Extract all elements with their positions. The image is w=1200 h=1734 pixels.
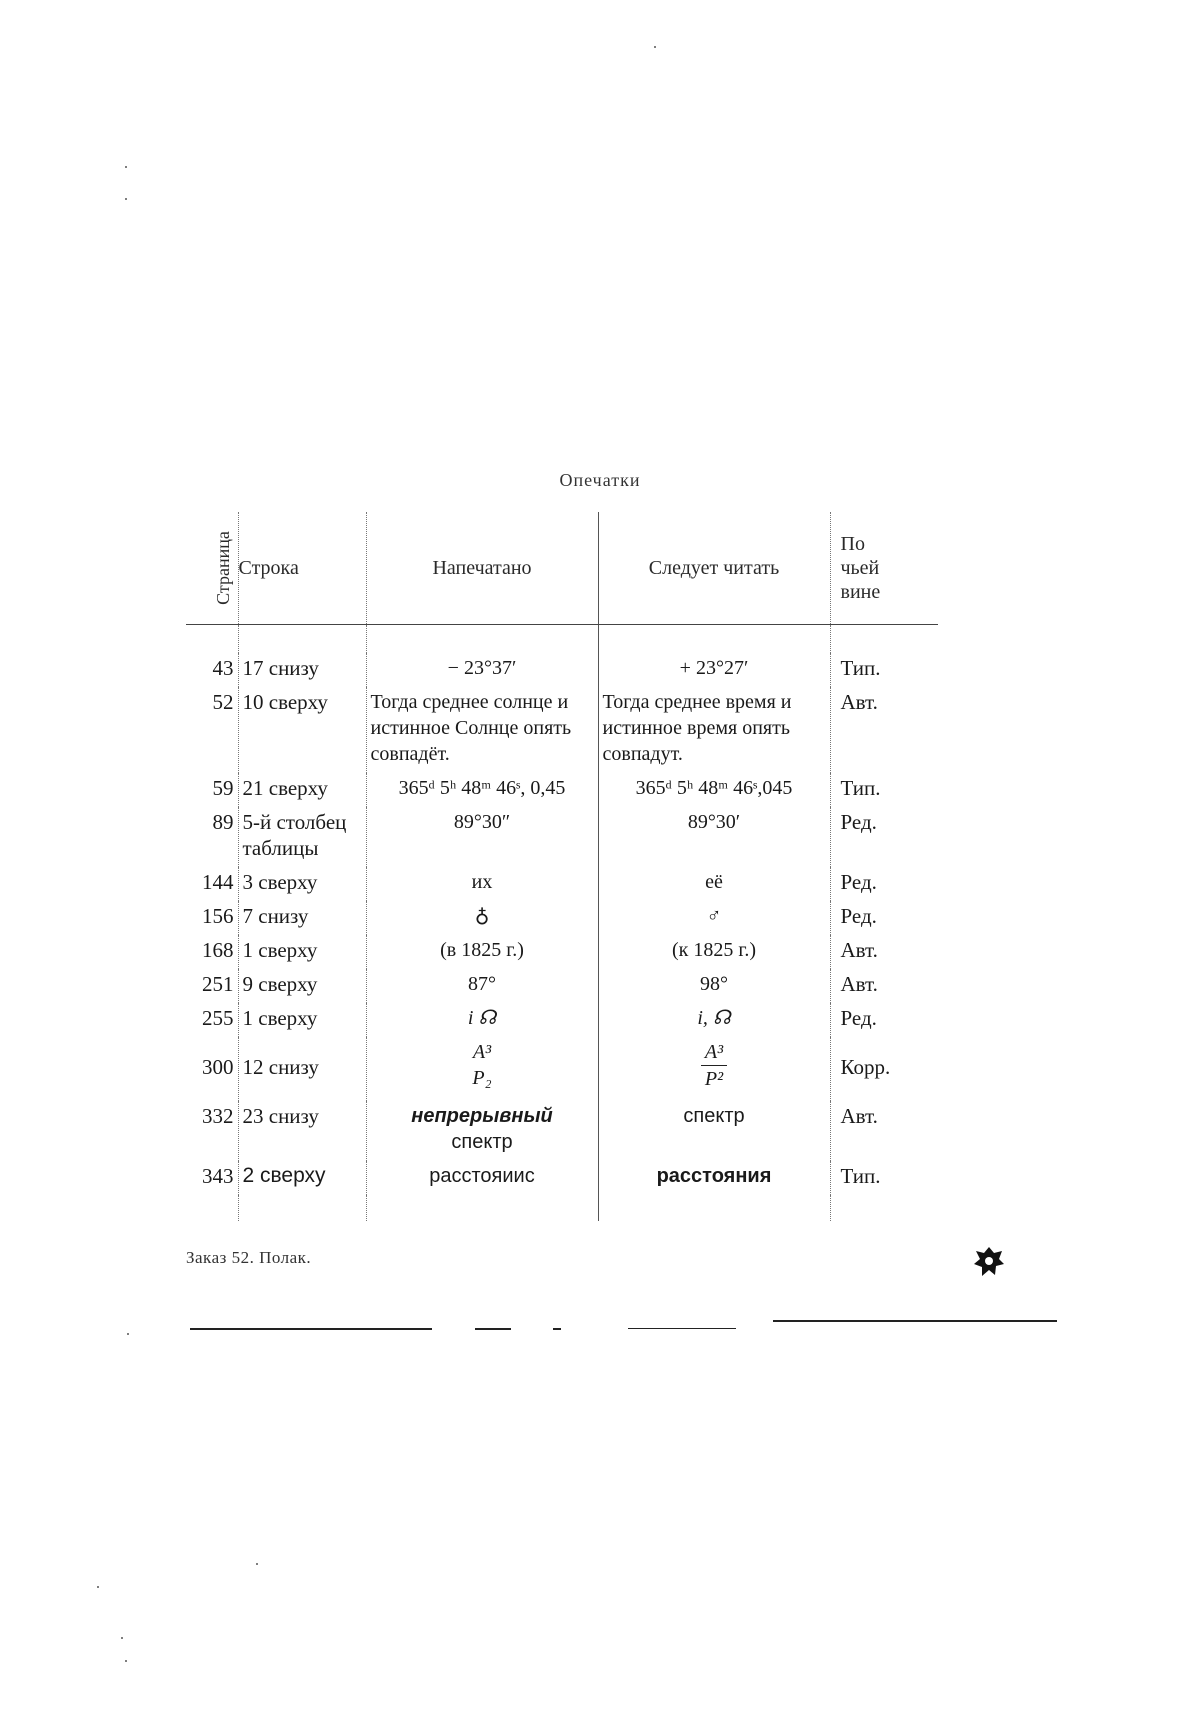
table-tail [186, 1195, 938, 1221]
cell-printed: − 23°37′ [366, 653, 598, 687]
cell-printed: 365ᵈ 5ʰ 48ᵐ 46ˢ, 0,45 [366, 773, 598, 807]
table-row [186, 969, 938, 1003]
table-row [186, 1161, 938, 1195]
cell-by-fault: Ред. [840, 870, 877, 894]
scan-speck [121, 1637, 123, 1639]
cell-should-read: 365ᵈ 5ʰ 48ᵐ 46ˢ,045 [598, 773, 830, 807]
cell-should-read: + 23°27′ [598, 653, 830, 687]
scan-speck [256, 1563, 258, 1565]
table-row [186, 935, 938, 969]
cell-line: 7 снизу [238, 901, 366, 935]
fraction-numerator: A³ [704, 1041, 724, 1063]
cell-page: 332 [186, 1101, 238, 1161]
printer-mark-icon [972, 1245, 1006, 1279]
cell-line: 9 сверху [238, 969, 366, 1003]
fraction-should-read [701, 1039, 727, 1092]
cell-should-read: ♂ [598, 901, 830, 935]
cell-line: 12 снизу [238, 1037, 366, 1101]
bottom-rule [475, 1328, 511, 1330]
cell-page: 300 [186, 1037, 238, 1101]
cell-page: 59 [186, 773, 238, 807]
cell-page: 168 [186, 935, 238, 969]
table-row [186, 1037, 938, 1101]
table-header [186, 512, 938, 625]
cell-by-fault: Ред. [840, 904, 877, 928]
cell-line: 23 снизу [238, 1101, 366, 1161]
cell-printed: расстояиис [366, 1161, 598, 1195]
printed-word-italic: непрерывный [411, 1105, 553, 1127]
cell-by-fault: Ред. [840, 1006, 877, 1030]
errata-table [186, 512, 938, 1221]
cell-line: 21 сверху [238, 773, 366, 807]
scan-speck [654, 46, 656, 48]
column-header-by-fault: По чьей вине [830, 512, 938, 625]
cell-should-read: 98° [598, 969, 830, 1003]
cell-line: 10 сверху [238, 687, 366, 773]
fraction-denominator: P² [701, 1065, 727, 1092]
cell-by-fault: Тип. [840, 1164, 881, 1188]
cell-page: 255 [186, 1003, 238, 1037]
cell-page: 89 [186, 807, 238, 867]
bottom-rule [553, 1328, 561, 1330]
order-note: Заказ 52. Полак. [186, 1248, 312, 1267]
cell-line: 2 сверху [238, 1161, 366, 1195]
cell-printed: 87° [366, 969, 598, 1003]
table-row [186, 1003, 938, 1037]
scan-speck [127, 1333, 129, 1335]
printed-word: спектр [451, 1131, 513, 1153]
cell-printed: их [366, 867, 598, 901]
scan-speck [97, 1586, 99, 1588]
column-header-printed: Напечатано [366, 512, 598, 625]
bottom-rule [773, 1320, 1057, 1322]
fraction-numerator: A³ [472, 1041, 492, 1063]
cell-line: 1 сверху [238, 935, 366, 969]
table-row [186, 1101, 938, 1161]
cell-printed [366, 1037, 598, 1101]
cell-by-fault: Ред. [840, 810, 877, 834]
cell-should-read: i, ☊ [598, 1003, 830, 1037]
table-row [186, 653, 938, 687]
bottom-rule [190, 1328, 432, 1330]
cell-should-read: 89°30′ [598, 807, 830, 867]
cell-printed: 89°30″ [366, 807, 598, 867]
cell-by-fault: Авт. [840, 690, 878, 714]
cell-page: 251 [186, 969, 238, 1003]
cell-should-read [598, 1037, 830, 1101]
cell-by-fault: Корр. [840, 1055, 891, 1079]
cell-should-read: расстояния [598, 1161, 830, 1195]
cell-page: 43 [186, 653, 238, 687]
cell-page: 144 [186, 867, 238, 901]
cell-printed: i ☊ [366, 1003, 598, 1037]
scan-speck [125, 1660, 127, 1662]
cell-by-fault: Тип. [840, 656, 881, 680]
cell-printed: ♁ [366, 901, 598, 935]
fraction-denominator: P₂ [472, 1067, 492, 1089]
table-row [186, 773, 938, 807]
cell-line: 5-й столбец таблицы [238, 807, 366, 867]
fraction-printed [468, 1039, 495, 1091]
cell-should-read: (к 1825 г.) [598, 935, 830, 969]
cell-page: 52 [186, 687, 238, 773]
table-row [186, 901, 938, 935]
cell-should-read: спектр [598, 1101, 830, 1161]
cell-by-fault: Авт. [840, 938, 878, 962]
table-row [186, 807, 938, 867]
cell-should-read: её [598, 867, 830, 901]
cell-printed: Тогда среднее солнце и истинное Солнце опять совпадёт. [366, 687, 598, 773]
table-row [186, 687, 938, 773]
cell-printed: (в 1825 г.) [366, 935, 598, 969]
cell-by-fault: Авт. [840, 1104, 878, 1128]
cell-should-read: Тогда среднее время и истинное время опять совпадут. [598, 687, 830, 773]
cell-page: 343 [186, 1161, 238, 1195]
cell-line: 3 сверху [238, 867, 366, 901]
cell-line: 17 снизу [238, 653, 366, 687]
scan-speck [125, 198, 127, 200]
column-header-page: Страница [186, 512, 238, 625]
cell-by-fault: Тип. [840, 776, 881, 800]
table-row [186, 867, 938, 901]
column-header-should-read: Следует читать [598, 512, 830, 625]
scan-speck [125, 166, 127, 168]
column-header-line: Строка [238, 512, 366, 625]
cell-page: 156 [186, 901, 238, 935]
bottom-rule [628, 1328, 736, 1329]
page-title: Опечатки [559, 470, 641, 490]
cell-line: 1 сверху [238, 1003, 366, 1037]
cell-printed [366, 1101, 598, 1161]
table-spacer [186, 625, 938, 654]
cell-by-fault: Авт. [840, 972, 878, 996]
